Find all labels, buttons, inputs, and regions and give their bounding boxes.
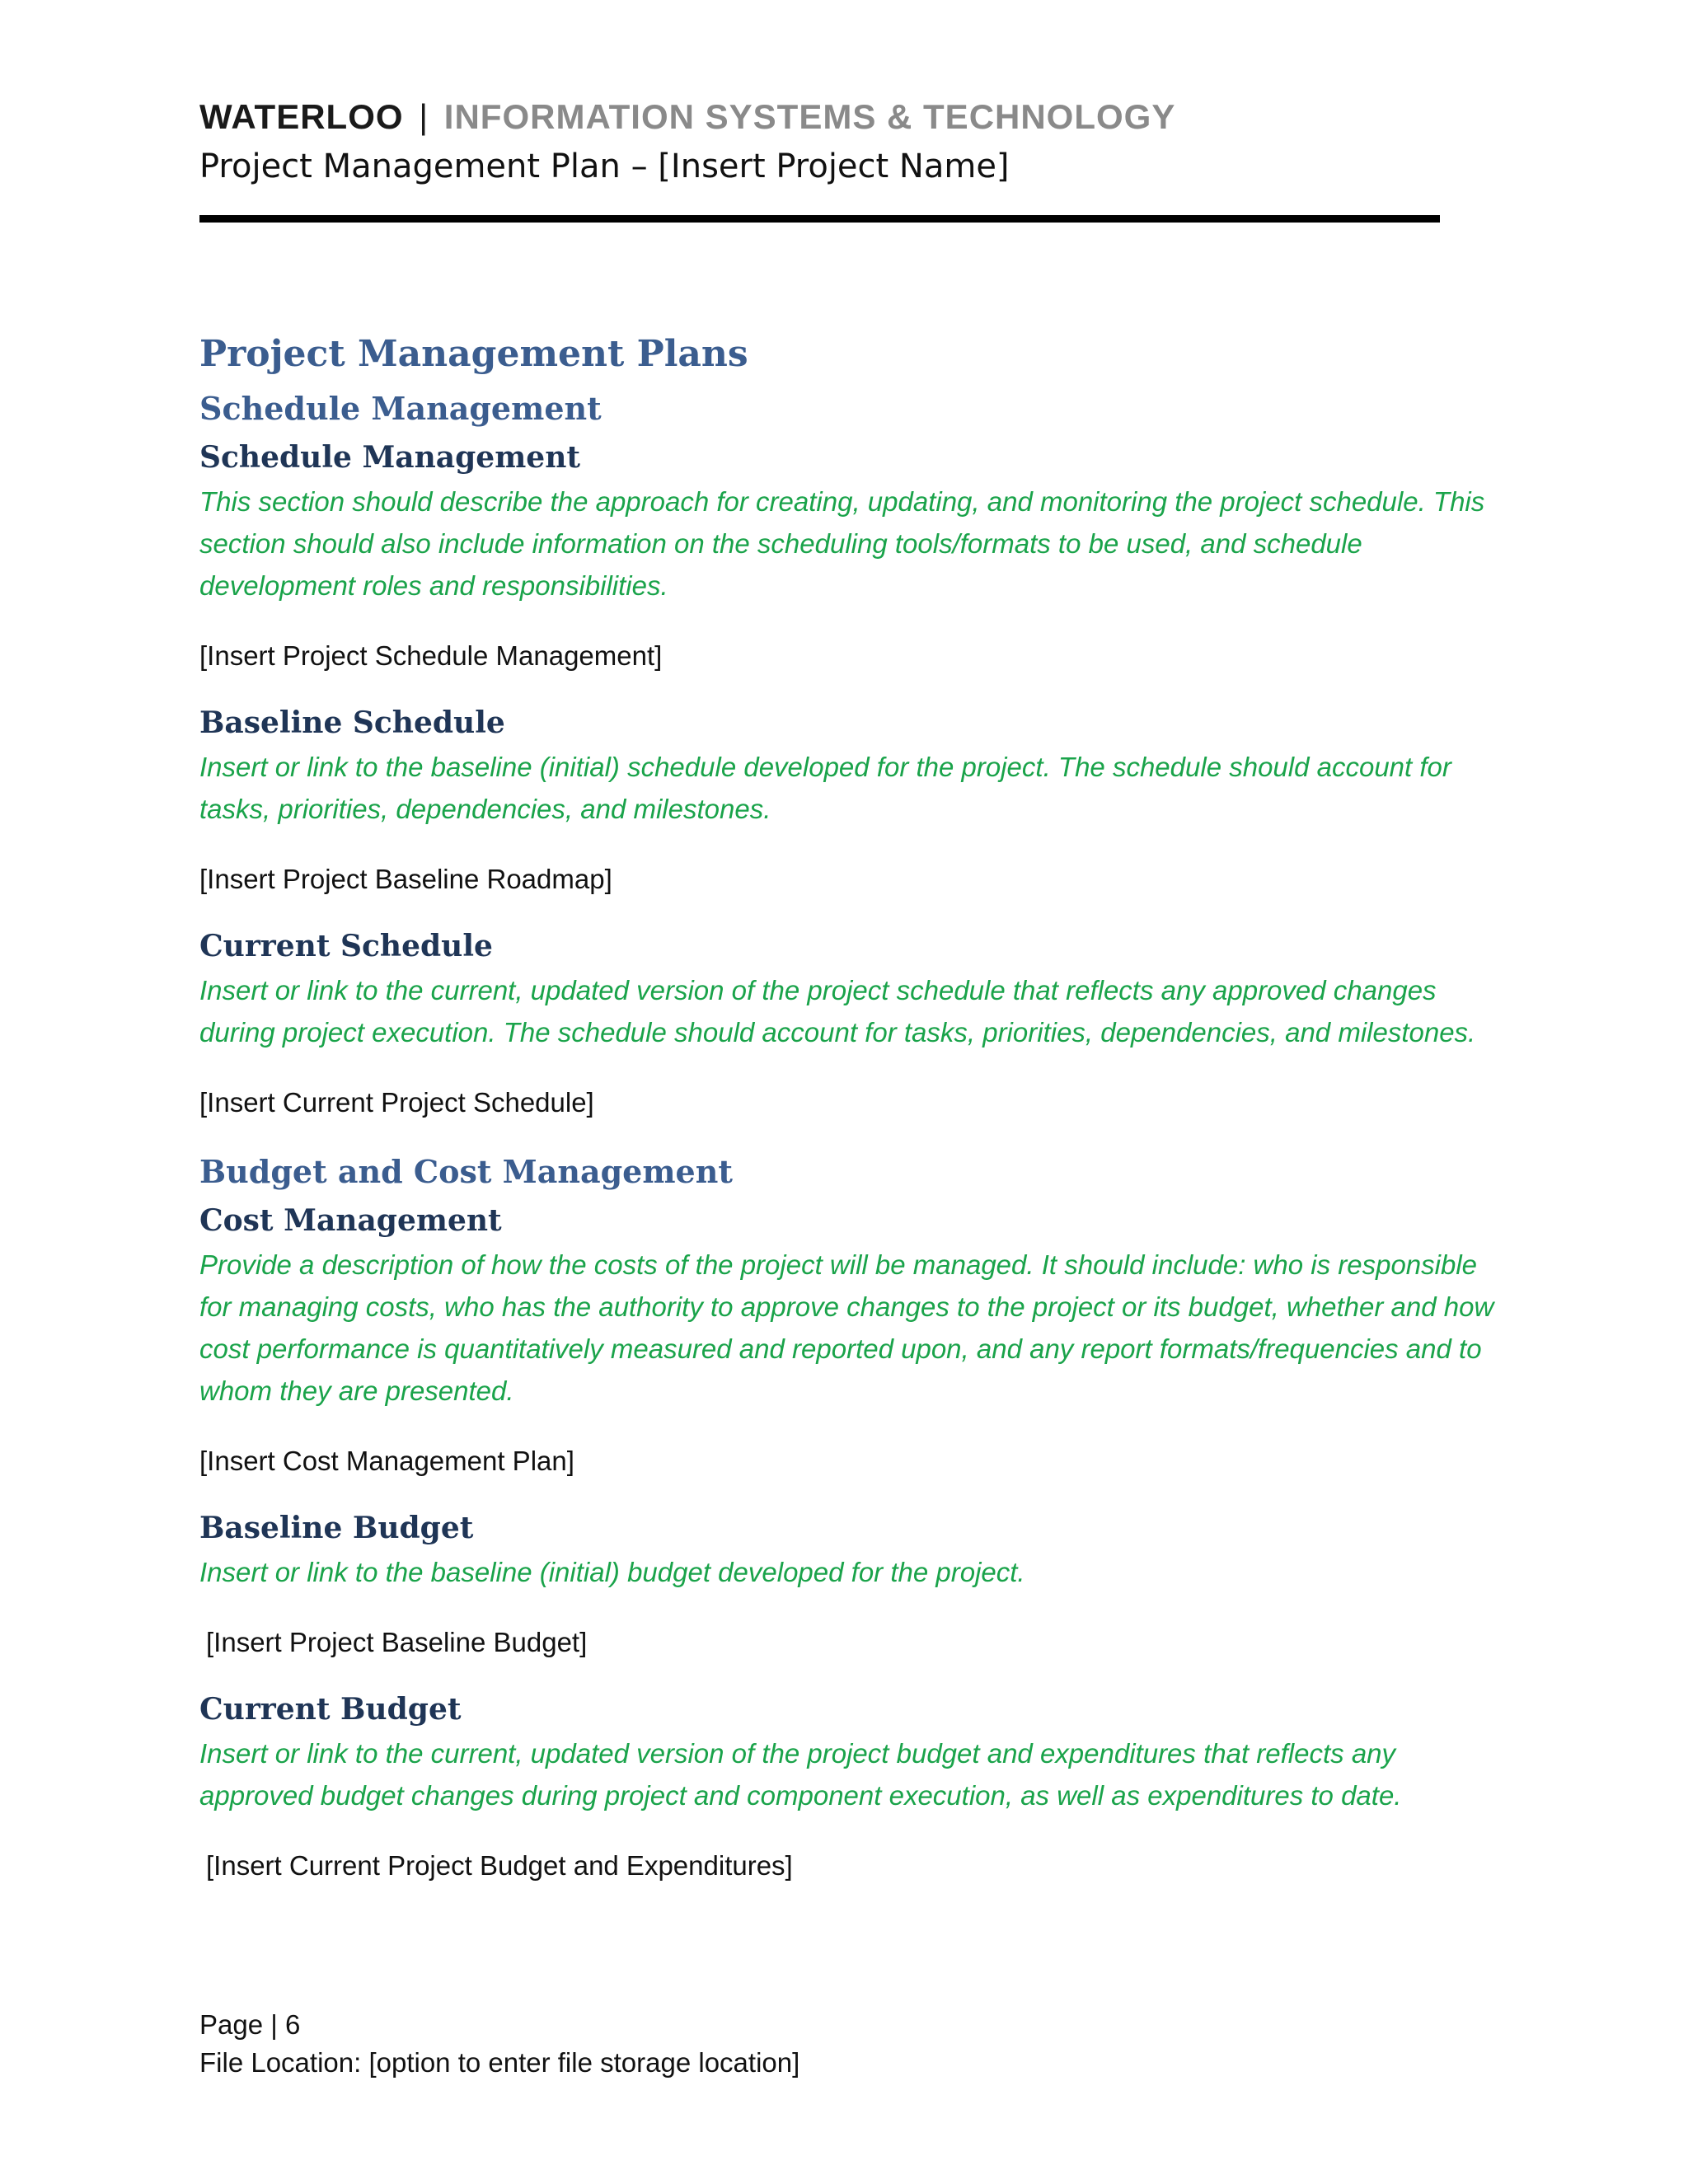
brand-wordmark <box>199 92 1436 142</box>
schedule-instruction: This section should describe the approach for creating, updating, and monitoring the project schedule. This section should also include information on the scheduling tools/formats to be used, and schedule development roles and responsibilities. <box>199 486 1485 601</box>
current-budget-placeholder: [Insert Current Project Budget and Expenditures] <box>206 1850 793 1881</box>
brand-org: WATERLOO <box>199 97 404 136</box>
header-divider <box>199 215 1440 223</box>
baseline-budget-instruction: Insert or link to the baseline (initial) budget developed for the project. <box>199 1557 1025 1587</box>
page-footer <box>199 2006 799 2082</box>
cost-management-heading: Cost Management <box>199 1203 502 1238</box>
schedule-placeholder: [Insert Project Schedule Management] <box>199 640 663 671</box>
cost-management-instruction: Provide a description of how the costs of the project will be managed. It should include: who is responsible for managing costs, who has the authority to approve changes to the project or its budget, whether and how cost performance is quantitatively measured and reported upon, and any report formats/frequencies and to whom they are presented. <box>199 1249 1494 1406</box>
baseline-budget-placeholder: [Insert Project Baseline Budget] <box>206 1627 588 1657</box>
budget-section-heading: Budget and Cost Management <box>199 1153 733 1190</box>
brand-separator: | <box>419 97 429 136</box>
baseline-schedule-placeholder: [Insert Project Baseline Roadmap] <box>199 864 612 894</box>
baseline-schedule-heading: Baseline Schedule <box>199 705 505 740</box>
schedule-section-heading: Schedule Management <box>199 390 602 427</box>
schedule-subheading: Schedule Management <box>199 440 581 475</box>
current-schedule-placeholder: [Insert Current Project Schedule] <box>199 1087 594 1118</box>
page-number: Page | 6 <box>199 2009 301 2040</box>
main-heading: Project Management Plans <box>199 333 748 375</box>
baseline-schedule-instruction: Insert or link to the baseline (initial) schedule developed for the project. The schedule should account for tasks, priorities, dependencies, and milestones. <box>199 752 1451 824</box>
cost-management-placeholder: [Insert Cost Management Plan] <box>199 1446 574 1476</box>
current-schedule-heading: Current Schedule <box>199 929 493 963</box>
file-location: File Location: [option to enter file storage location] <box>199 2047 800 2078</box>
document-title: Project Management Plan – [Insert Project Name] <box>199 148 1010 185</box>
current-schedule-instruction: Insert or link to the current, updated version of the project schedule that reflects any approved changes during project execution. The schedule should account for tasks, priorities, dependencies, and milestones. <box>199 975 1476 1047</box>
current-budget-instruction: Insert or link to the current, updated version of the project budget and expenditures that reflects any approved budget changes during project and component execution, as well as expenditures to date. <box>199 1738 1402 1811</box>
page-header <box>199 92 1436 191</box>
current-budget-heading: Current Budget <box>199 1692 462 1727</box>
document-body <box>199 326 1510 1910</box>
baseline-budget-heading: Baseline Budget <box>199 1511 474 1545</box>
brand-department: INFORMATION SYSTEMS & TECHNOLOGY <box>443 97 1176 136</box>
